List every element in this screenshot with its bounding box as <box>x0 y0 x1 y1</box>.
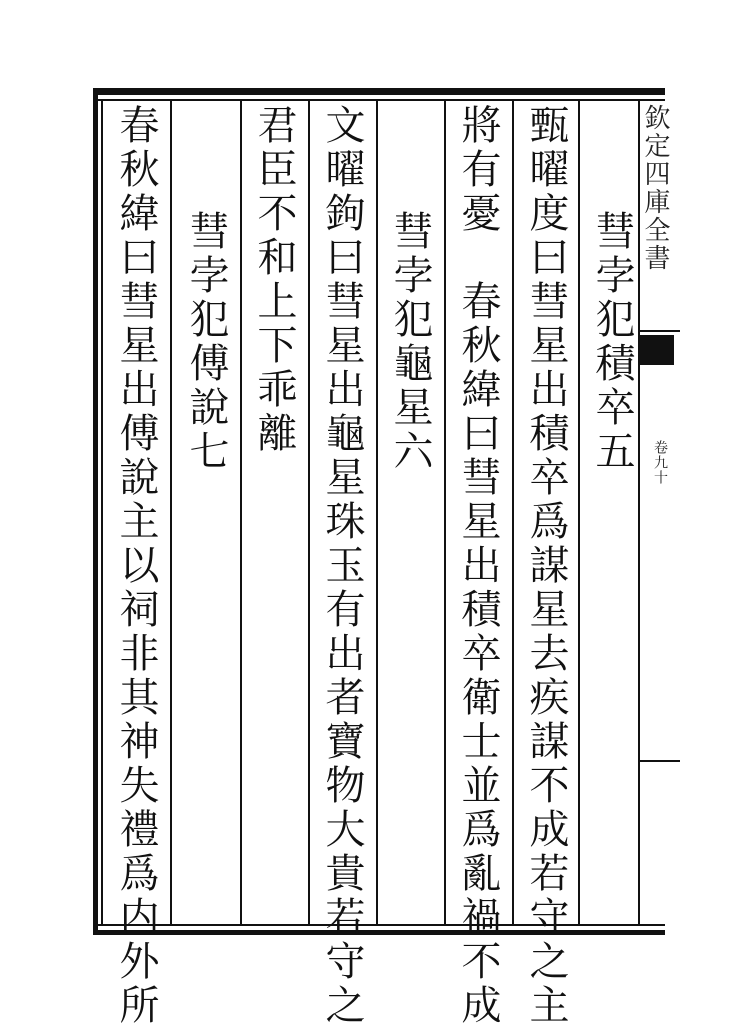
column-rule <box>512 99 514 926</box>
margin-book-title: 欽定四庫全書 <box>640 104 670 272</box>
fish-tail-line <box>640 330 680 332</box>
column-rule <box>444 99 446 926</box>
frame-left-border <box>93 88 98 935</box>
fish-tail-mark <box>640 335 674 365</box>
margin-juan-label: 卷九十 <box>652 440 668 485</box>
column-rule <box>376 99 378 926</box>
column-rule <box>308 99 310 926</box>
column-text: 君臣不和上下乖離 <box>251 104 297 456</box>
column-text: 甄曜度曰彗星出積卒爲謀星去疾謀不成若守之主 <box>523 104 569 1028</box>
column-text: 文曜鉤曰彗星出龜星珠玉有出者寶物大貴若守之 <box>319 104 365 1028</box>
column-rule <box>240 99 242 926</box>
frame-left-inner-border <box>101 99 103 926</box>
frame-bottom-border <box>93 930 665 935</box>
column-rule <box>170 99 172 926</box>
column-text: 將有憂 春秋緯曰彗星出積卒衛士並爲亂禍不成 <box>455 104 501 1028</box>
margin-bottom-line <box>640 760 680 762</box>
frame-top-border <box>93 88 665 95</box>
column-rule <box>578 99 580 926</box>
column-heading: 彗孛犯傅說七 <box>183 210 229 474</box>
column-text: 春秋緯曰彗星出傅說主以祠非其神失禮爲内外所 <box>113 104 159 1028</box>
column-heading: 彗孛犯龜星六 <box>387 210 433 474</box>
column-heading: 彗孛犯積卒五 <box>589 210 635 474</box>
